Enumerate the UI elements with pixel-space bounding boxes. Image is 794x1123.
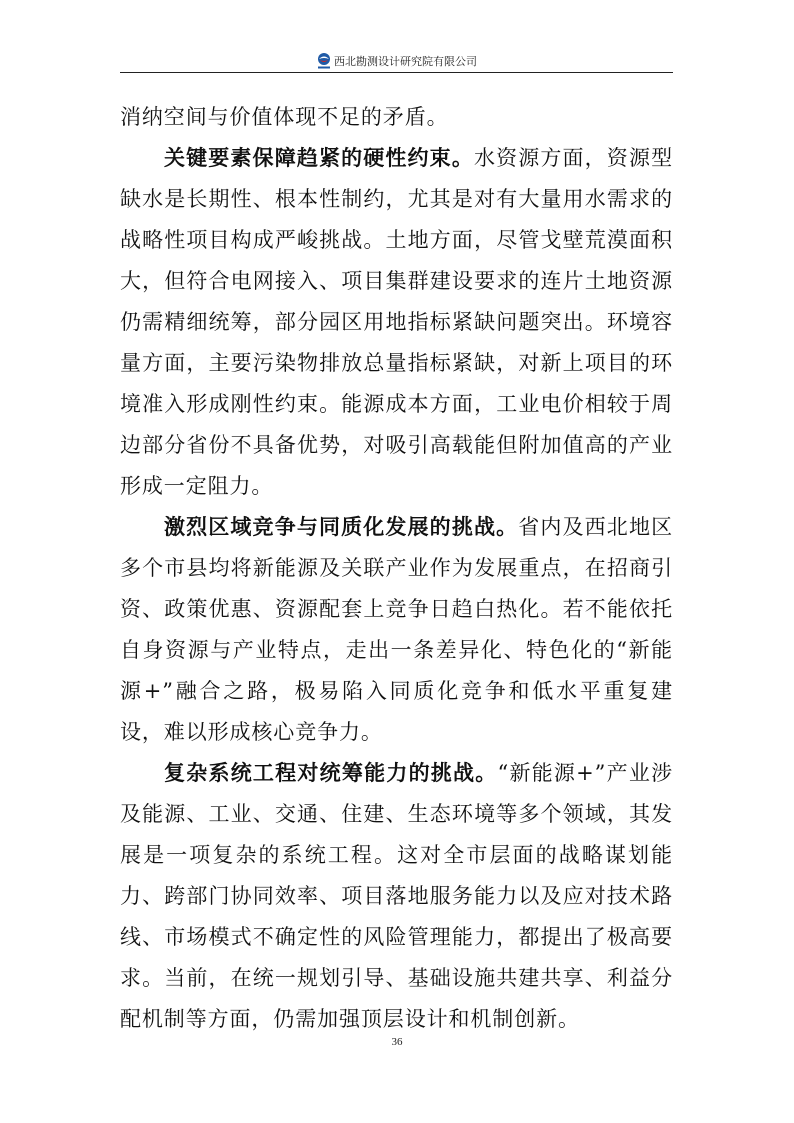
- paragraph-text: “新能源+”产业涉及能源、工业、交通、住建、生态环境等多个领域，其发展是一项复杂的系统工程。这对全市层面的战略谋划能力、跨部门协同效率、项目落地服务能力以及应对技术路线、市场模式不确定性的风险管理能力，都提出了极高要求。当前，在统一规划引导、基础设施共建共享、利益分配机制等方面，仍需加强顶层设计和机制创新。: [120, 761, 673, 1031]
- paragraph-system-engineering: [120, 753, 673, 1040]
- company-logo-icon: [316, 52, 332, 70]
- paragraph-heading: 关键要素保障趋紧的硬性约束。: [164, 146, 474, 170]
- paragraph-text: 省内及西北地区多个市县均将新能源及关联产业作为发展重点，在招商引资、政策优惠、资源配套上竞争日趋白热化。若不能依托自身资源与产业特点，走出一条差异化、特色化的“新能源+”融合之路，极易陷入同质化竞争和低水平重复建设，难以形成核心竞争力。: [120, 515, 673, 744]
- paragraph-heading: 复杂系统工程对统筹能力的挑战。: [164, 761, 498, 785]
- header-content: [316, 50, 477, 70]
- page-number: 36: [391, 1036, 403, 1048]
- paragraph-heading: 激烈区域竞争与同质化发展的挑战。: [164, 515, 519, 539]
- paragraph-regional-competition: [120, 507, 673, 753]
- page-header: [120, 50, 673, 73]
- paragraph-text: 水资源方面，资源型缺水是长期性、根本性制约，尤其是对有大量用水需求的战略性项目构成严峻挑战。土地方面，尽管戈壁荒漠面积大，但符合电网接入、项目集群建设要求的连片土地资源仍需精细统筹，部分园区用地指标紧缺问题突出。环境容量方面，主要污染物排放总量指标紧缺，对新上项目的环境准入形成刚性约束。能源成本方面，工业电价相较于周边部分省份不具备优势，对吸引高载能但附加值高的产业形成一定阻力。: [120, 146, 673, 498]
- document-body: [120, 97, 673, 1040]
- paragraph-continuation: [120, 97, 673, 138]
- paragraph-resource-constraints: [120, 138, 673, 507]
- company-name: 西北勘测设计研究院有限公司: [334, 55, 477, 68]
- paragraph-text: 消纳空间与价值体现不足的矛盾。: [120, 105, 449, 129]
